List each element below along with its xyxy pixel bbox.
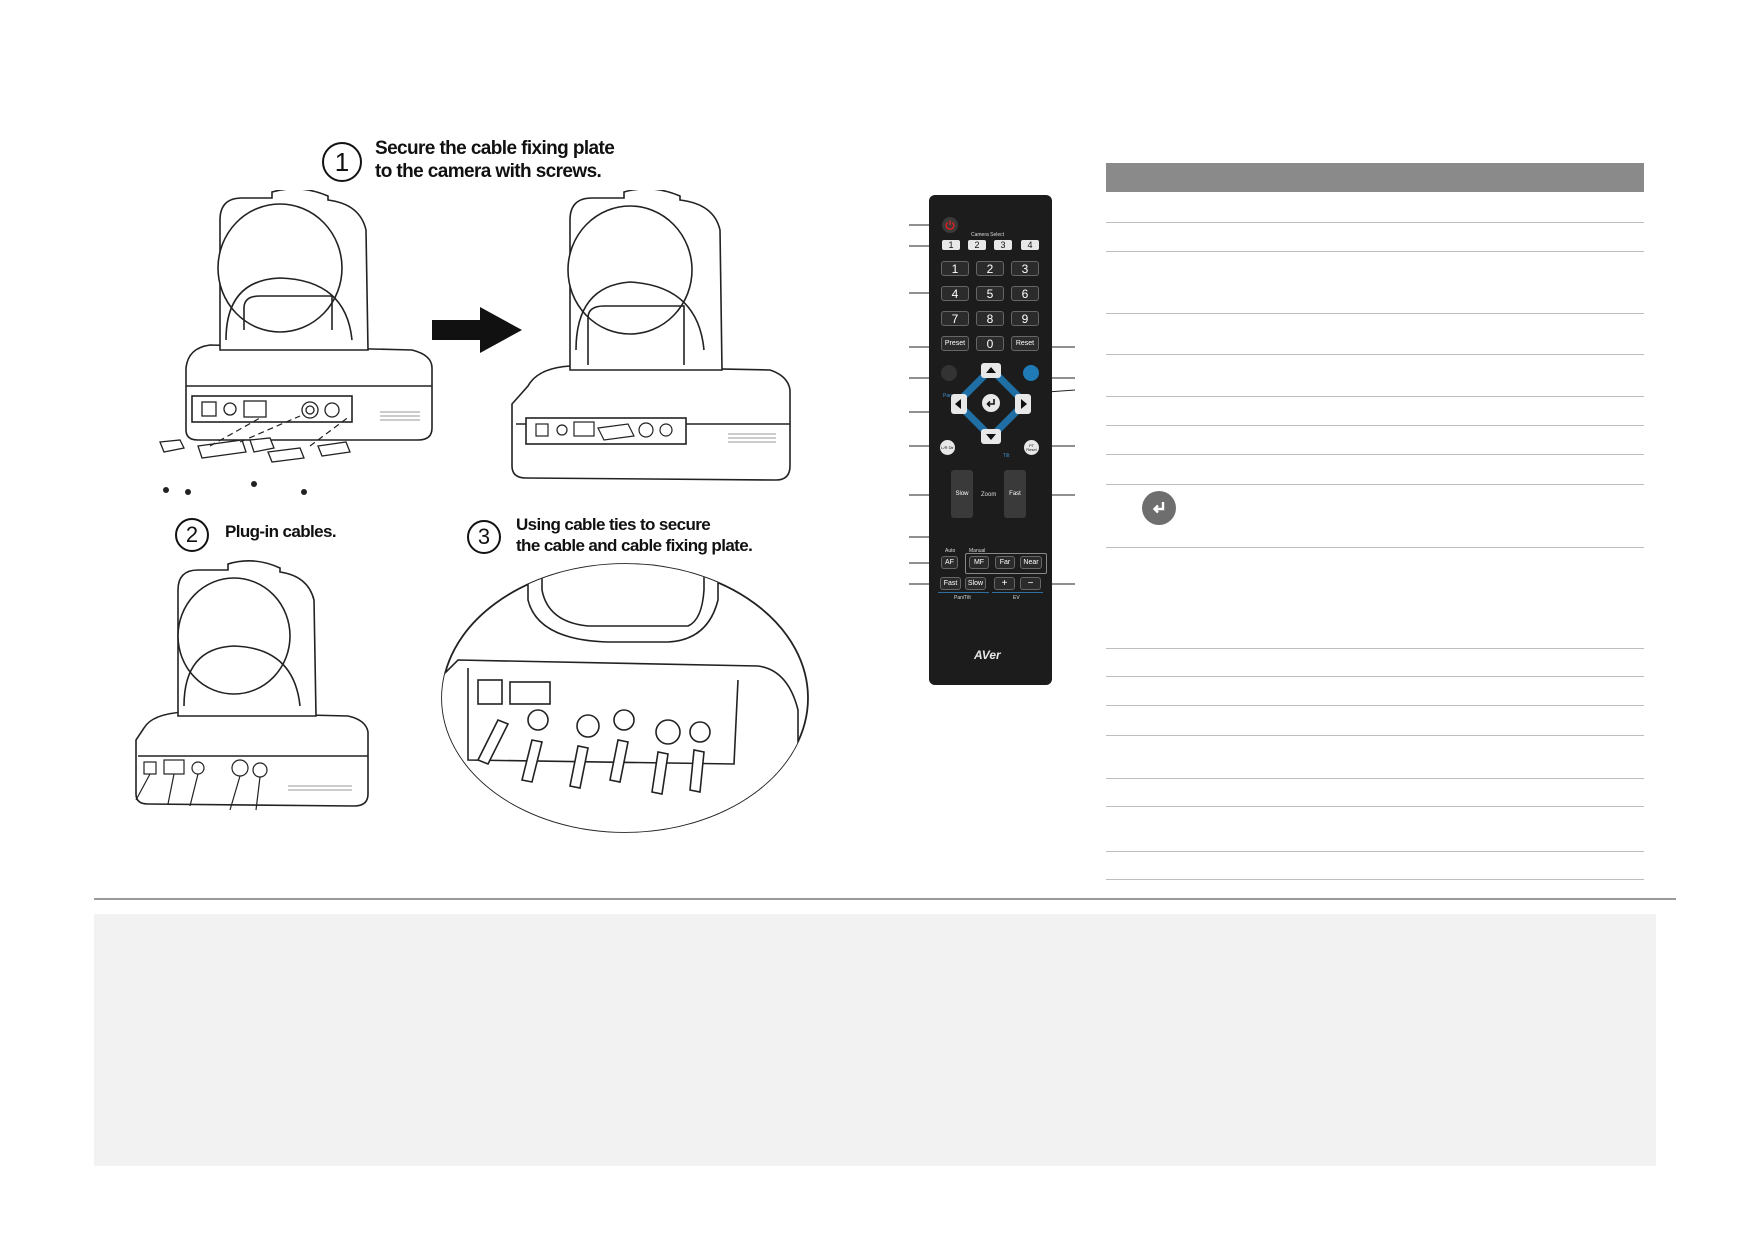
- camera-select-label: Camera Select: [971, 232, 1005, 238]
- table-row-divider: [1106, 251, 1644, 252]
- ev-label: EV: [1013, 595, 1020, 601]
- manual-label: Manual: [969, 548, 986, 554]
- table-row-divider: [1106, 851, 1644, 852]
- cable-tie-detail-illustration: [438, 560, 812, 840]
- enter-button[interactable]: [982, 394, 1000, 412]
- power-icon: [944, 219, 956, 231]
- step-2-badge: [175, 518, 209, 552]
- zoom-label: Zoom: [981, 492, 997, 498]
- table-row-divider: [1106, 705, 1644, 706]
- step-2-number: 2: [185, 522, 199, 547]
- number-8-button[interactable]: 8: [976, 311, 1004, 326]
- tilt-label: Tilt: [1003, 453, 1010, 459]
- lr-direction-button[interactable]: [940, 440, 955, 455]
- table-row-divider: [1106, 222, 1644, 223]
- power-button[interactable]: [942, 217, 958, 233]
- step-1-caption: [375, 137, 614, 183]
- table-row-divider: [1106, 454, 1644, 455]
- step-1-line-2: to the camera with screws.: [375, 161, 602, 182]
- table-row-divider: [1106, 354, 1644, 355]
- pan-tilt-slow-button[interactable]: Slow: [965, 577, 986, 590]
- footer-panel: [94, 914, 1656, 1166]
- auto-label: Auto: [945, 548, 956, 554]
- step-3-caption: [516, 514, 752, 556]
- camera-select-1-button[interactable]: 1: [942, 240, 960, 250]
- number-2-button[interactable]: 2: [976, 261, 1004, 276]
- pt-reset-button[interactable]: [1024, 440, 1039, 455]
- step-3-number: 3: [477, 524, 491, 549]
- table-row-divider: [1106, 778, 1644, 779]
- number-6-button[interactable]: 6: [1011, 286, 1039, 301]
- number-0-button[interactable]: 0: [976, 336, 1004, 351]
- table-row-divider: [1106, 676, 1644, 677]
- number-9-button[interactable]: 9: [1011, 311, 1039, 326]
- manual-focus-button[interactable]: MF: [969, 556, 989, 569]
- camera-select-2-button[interactable]: 2: [968, 240, 986, 250]
- enter-icon: [1149, 498, 1169, 518]
- number-7-button[interactable]: 7: [941, 311, 969, 326]
- table-row-divider: [1106, 806, 1644, 807]
- pan-tilt-label: Pan/Tilt: [954, 595, 971, 601]
- step-2-line-1: Plug-in cables.: [225, 522, 336, 541]
- table-row-divider: [1106, 648, 1644, 649]
- ev-minus-button[interactable]: −: [1020, 577, 1041, 590]
- table-header: [1106, 163, 1644, 192]
- camera-illustration-plugged: [128, 560, 378, 830]
- remote-control: [929, 195, 1052, 685]
- enter-icon: [985, 397, 997, 409]
- focus-near-button[interactable]: Near: [1020, 556, 1042, 569]
- zoom-slow-label: Slow: [955, 491, 969, 497]
- preset-button[interactable]: Preset: [941, 336, 969, 351]
- focus-far-button[interactable]: Far: [995, 556, 1015, 569]
- step-3-badge: [467, 520, 501, 554]
- table-row-divider: [1106, 396, 1644, 397]
- step-1-badge: [322, 142, 362, 182]
- pt-reset-label: PT Reset: [1026, 442, 1037, 452]
- auto-focus-button[interactable]: AF: [941, 556, 958, 569]
- reset-button[interactable]: Reset: [1011, 336, 1039, 351]
- step-1-number: 1: [334, 146, 350, 177]
- number-3-button[interactable]: 3: [1011, 261, 1039, 276]
- lr-direction-label: L/R Dir: [941, 444, 954, 450]
- step-3-line-1: Using cable ties to secure: [516, 515, 711, 534]
- table-row-divider: [1106, 735, 1644, 736]
- number-5-button[interactable]: 5: [976, 286, 1004, 301]
- camera-select-3-button[interactable]: 3: [994, 240, 1012, 250]
- table-row-divider: [1106, 484, 1644, 485]
- zoom-fast-label: Fast: [1009, 491, 1021, 497]
- camera-illustration-before: [150, 190, 450, 500]
- number-1-button[interactable]: 1: [941, 261, 969, 276]
- table-row-divider: [1106, 547, 1644, 548]
- camera-illustration-after: [508, 190, 798, 490]
- footer-divider: [94, 898, 1676, 900]
- camera-select-4-button[interactable]: 4: [1021, 240, 1039, 250]
- ev-plus-button[interactable]: +: [994, 577, 1015, 590]
- step-3-line-2: the cable and cable fixing plate.: [516, 536, 753, 555]
- zoom-fast-rocker[interactable]: [1004, 470, 1026, 518]
- pan-label: Pan: [943, 393, 952, 399]
- table-row-divider: [1106, 879, 1644, 880]
- step-1-line-1: Secure the cable fixing plate: [375, 138, 615, 159]
- zoom-slow-rocker[interactable]: [951, 470, 973, 518]
- number-4-button[interactable]: 4: [941, 286, 969, 301]
- table-row-divider: [1106, 425, 1644, 426]
- pan-tilt-fast-button[interactable]: Fast: [940, 577, 961, 590]
- brand-logo: AVer: [974, 648, 1001, 662]
- table-row-divider: [1106, 313, 1644, 314]
- step-2-caption: [225, 520, 336, 543]
- table-enter-icon: [1142, 491, 1176, 525]
